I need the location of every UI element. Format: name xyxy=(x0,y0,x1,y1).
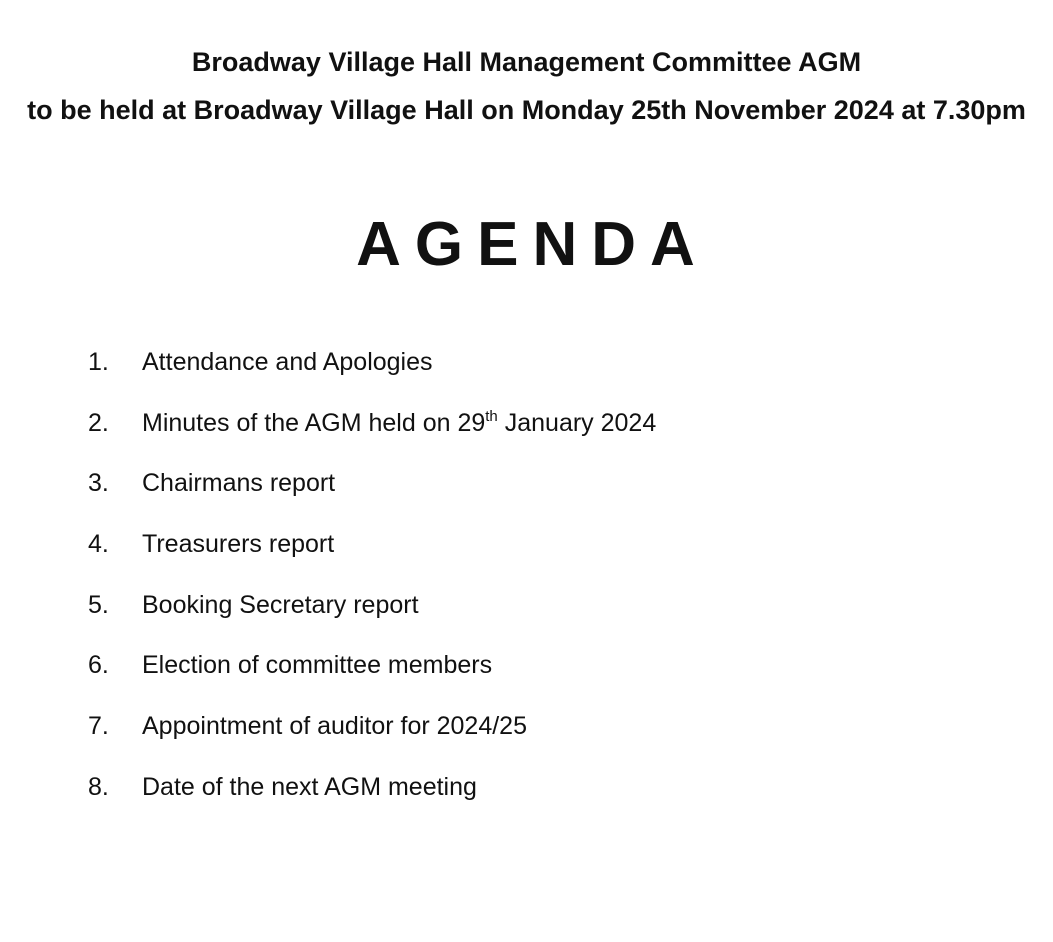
meeting-title: Broadway Village Hall Management Committee AGM xyxy=(191,47,862,77)
agenda-list xyxy=(88,343,656,829)
agenda-item-text: Booking Secretary report xyxy=(142,590,419,619)
agenda-item-text-before: Minutes of the AGM held on 29 xyxy=(142,408,486,437)
agenda-item-next-agm-date xyxy=(88,768,656,829)
agenda-item-number: 3. xyxy=(88,469,109,498)
agenda-item-minutes xyxy=(88,404,656,465)
agenda-item-text: Date of the next AGM meeting xyxy=(142,772,477,801)
agenda-item-text xyxy=(142,404,656,442)
agenda-item-text: Election of committee members xyxy=(142,651,493,680)
agenda-item-number: 8. xyxy=(88,772,109,801)
agenda-item-treasurers-report xyxy=(88,525,656,586)
agenda-item-text-after: January 2024 xyxy=(497,408,657,437)
agenda-item-text: Chairmans report xyxy=(142,469,336,498)
agenda-heading: AGENDA xyxy=(356,210,709,279)
meeting-details: to be held at Broadway Village Hall on Monday 25th November 2024 at 7.30pm xyxy=(27,95,1026,125)
agenda-item-number: 5. xyxy=(88,590,109,619)
agenda-item-number: 2. xyxy=(88,408,109,437)
agenda-item-text: Treasurers report xyxy=(142,530,335,559)
agenda-item-text: Attendance and Apologies xyxy=(142,348,433,376)
agenda-item-auditor-appointment xyxy=(88,707,656,768)
agenda-item-booking-secretary-report xyxy=(88,586,656,647)
agenda-item-chairmans-report xyxy=(88,464,656,525)
agenda-item-attendance xyxy=(88,343,656,404)
agenda-item-number: 7. xyxy=(88,712,109,741)
agenda-item-committee-election xyxy=(88,646,656,707)
agenda-item-text: Appointment of auditor for 2024/25 xyxy=(142,712,527,741)
agenda-item-number: 1. xyxy=(88,348,109,376)
agenda-item-number: 4. xyxy=(88,530,109,559)
agenda-item-number: 6. xyxy=(88,651,109,680)
ordinal-superscript: th xyxy=(485,407,498,425)
